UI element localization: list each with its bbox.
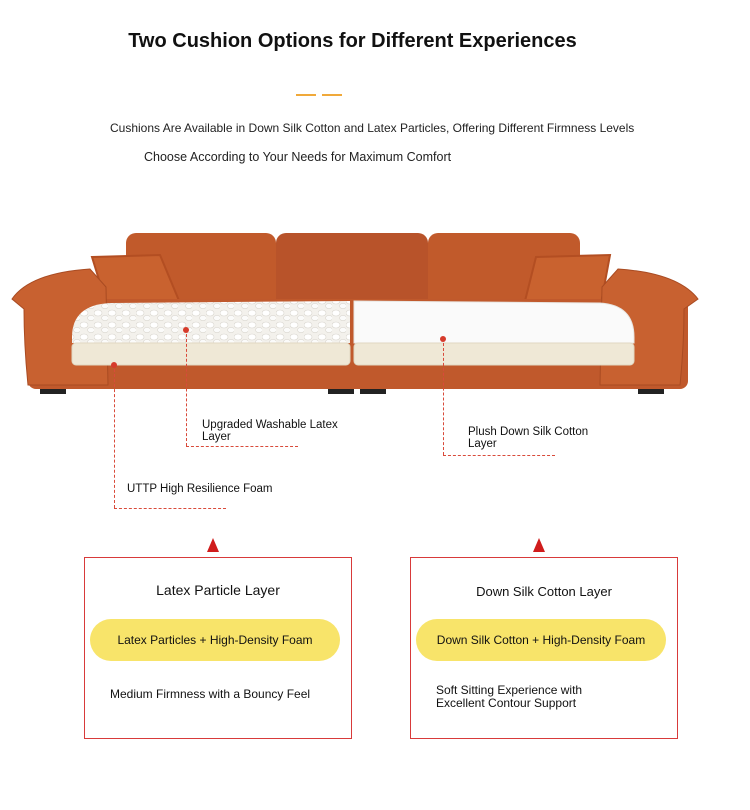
panel-desc-down-line1: Soft Sitting Experience with <box>436 683 583 697</box>
callout-label-latex-line1: Upgraded Washable Latex <box>202 419 338 431</box>
decorative-dash-right <box>322 94 342 96</box>
down-option-panel <box>410 557 678 739</box>
page-title: Two Cushion Options for Different Experiences <box>128 30 577 52</box>
callout-label-down-line1: Plush Down Silk Cotton <box>468 426 589 438</box>
callout-line-foam-v <box>114 369 115 508</box>
panel-title-down: Down Silk Cotton Layer <box>476 584 612 599</box>
pill-down-composition: Down Silk Cotton + High-Density Foam <box>416 619 666 661</box>
callout-line-foam-h <box>114 508 226 509</box>
subtitle-line-1: Cushions Are Available in Down Silk Cotton and Latex Particles, Offering Different Firmness Levels <box>110 121 635 135</box>
callout-label-foam: UTTP High Resilience Foam <box>127 483 273 495</box>
callout-label-down <box>468 426 588 450</box>
latex-option-panel <box>84 557 352 739</box>
decorative-dash-left <box>296 94 316 96</box>
callout-dot-foam <box>111 362 117 368</box>
callout-label-latex <box>202 419 338 443</box>
subtitle-line-2: Choose According to Your Needs for Maximum Comfort <box>144 150 452 164</box>
down-foam-base <box>354 343 634 365</box>
callout-dot-down <box>440 336 446 342</box>
callout-label-down-line2: Layer <box>468 438 497 450</box>
callout-line-latex-h <box>186 446 298 447</box>
callout-label-latex-line2: Layer <box>202 431 231 443</box>
callout-line-latex-v <box>186 334 187 446</box>
panel-desc-latex: Medium Firmness with a Bouncy Feel <box>110 687 311 701</box>
panel-title-latex: Latex Particle Layer <box>156 582 280 598</box>
callout-line-down-h <box>443 455 555 456</box>
callout-line-down-v <box>443 343 444 455</box>
arrow-up-icon <box>207 538 219 552</box>
arrow-up-icon <box>533 538 545 552</box>
panel-desc-down-line2: Excellent Contour Support <box>436 696 577 710</box>
pill-latex-composition: Latex Particles + High-Density Foam <box>90 619 340 661</box>
callout-dot-latex <box>183 327 189 333</box>
down-cotton-seat <box>354 301 634 343</box>
latex-particle-seat <box>72 301 350 343</box>
panel-desc-down <box>436 684 582 710</box>
